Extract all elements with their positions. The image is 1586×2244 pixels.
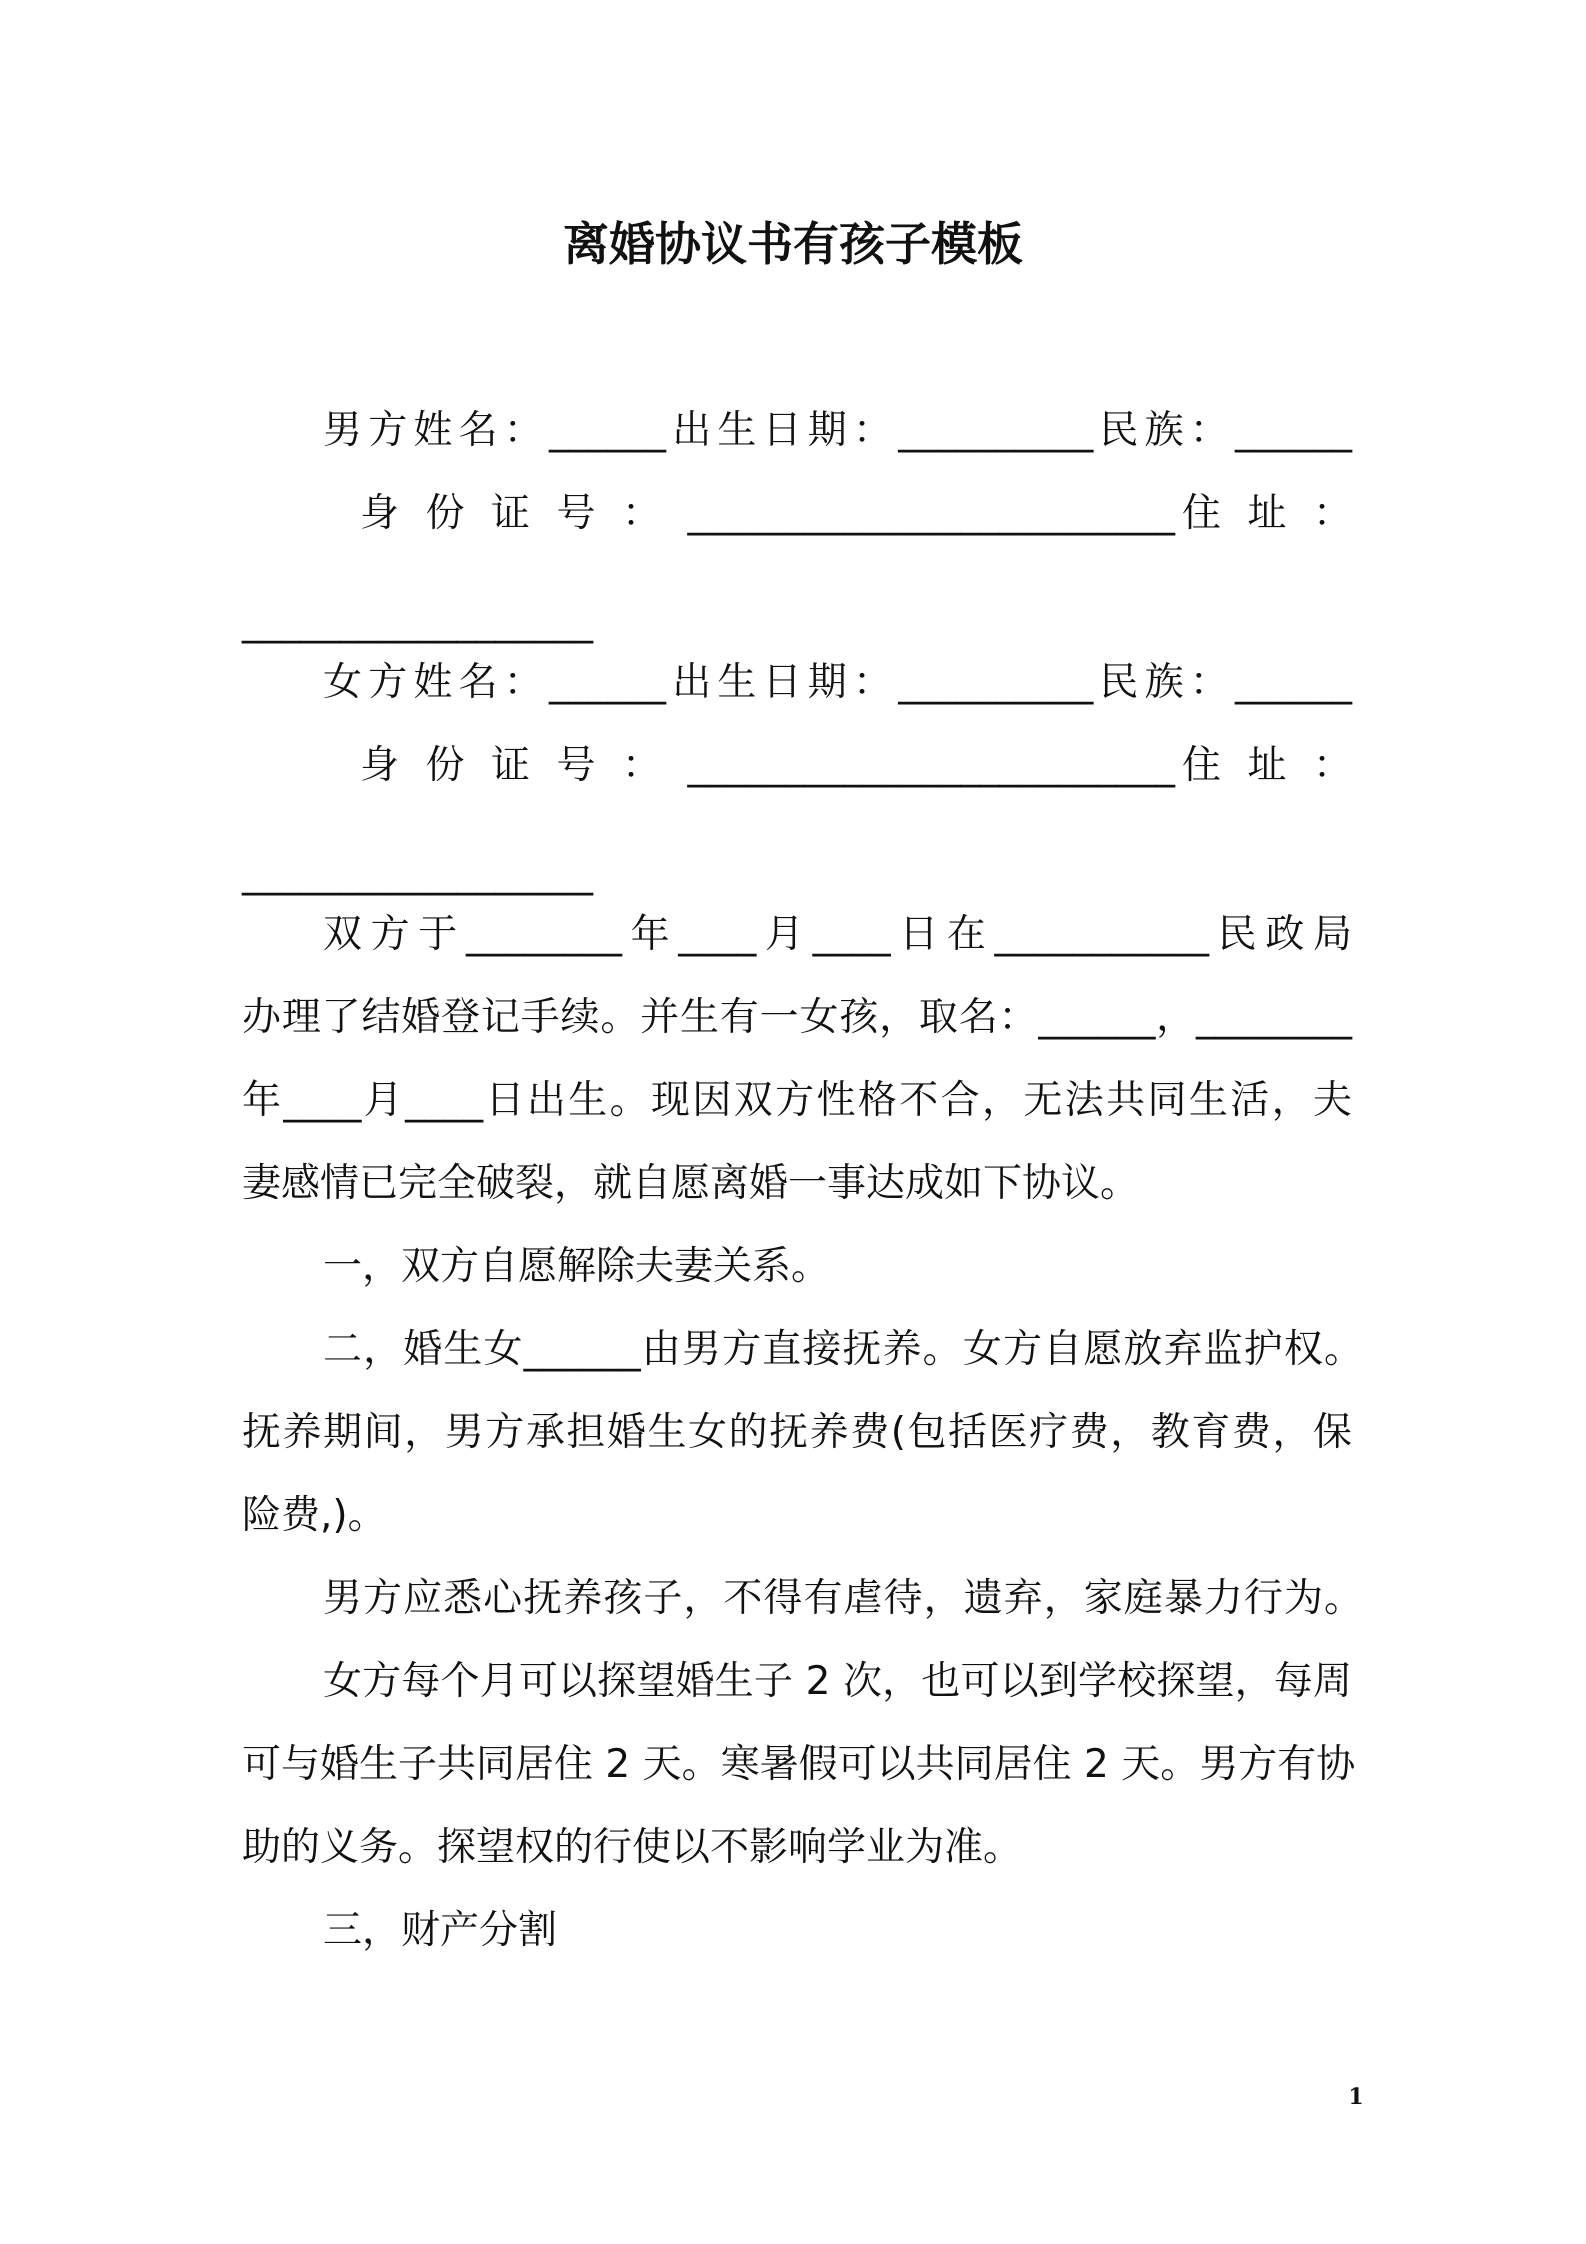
page-number: 1 [1348, 2084, 1364, 2110]
paragraph-line: 妻感情已完全破裂，就自愿离婚一事达成如下协议。 [242, 1161, 1140, 1206]
clause-one: 一，双方自愿解除夫妻关系。 [323, 1244, 831, 1289]
male-info-line: 男方姓名：______出生日期：__________民族：______ [323, 408, 1352, 453]
paragraph-line: 男方应悉心抚养孩子，不得有虐待，遗弃，家庭暴力行为。 [323, 1576, 1363, 1621]
male-address-blank: __________________ [242, 599, 593, 644]
male-id-address-line: 身 份 证 号 ： _________________________住 址 ： [360, 491, 1352, 536]
document-title: 离婚协议书有孩子模板 [563, 217, 1023, 271]
female-address-blank: __________________ [242, 851, 593, 896]
clause-three-heading: 三，财产分割 [323, 1908, 558, 1953]
paragraph-line: 年____月____日出生。现因双方性格不合，无法共同生活，夫 [242, 1078, 1352, 1123]
clause-two-line: 险费,)。 [242, 1493, 387, 1538]
clause-two-line: 二，婚生女______由男方直接抚养。女方自愿放弃监护权。 [323, 1327, 1363, 1372]
female-info-line: 女方姓名：______出生日期：__________民族：______ [323, 660, 1352, 705]
paragraph-line: 女方每个月可以探望婚生子 2 次，也可以到学校探望，每周 [323, 1659, 1352, 1704]
paragraph-line: 办理了结婚登记手续。并生有一女孩，取名：______，________ [242, 995, 1352, 1040]
paragraph-line: 双方于________年____月____日在___________民政局 [323, 912, 1352, 957]
female-id-address-line: 身 份 证 号 ： _________________________住 址 ： [360, 743, 1352, 788]
clause-two-line: 抚养期间，男方承担婚生女的抚养费(包括医疗费，教育费，保 [242, 1410, 1352, 1455]
paragraph-line: 助的义务。探望权的行使以不影响学业为准。 [242, 1825, 1023, 1870]
paragraph-line: 可与婚生子共同居住 2 天。寒暑假可以共同居住 2 天。男方有协 [242, 1742, 1356, 1787]
